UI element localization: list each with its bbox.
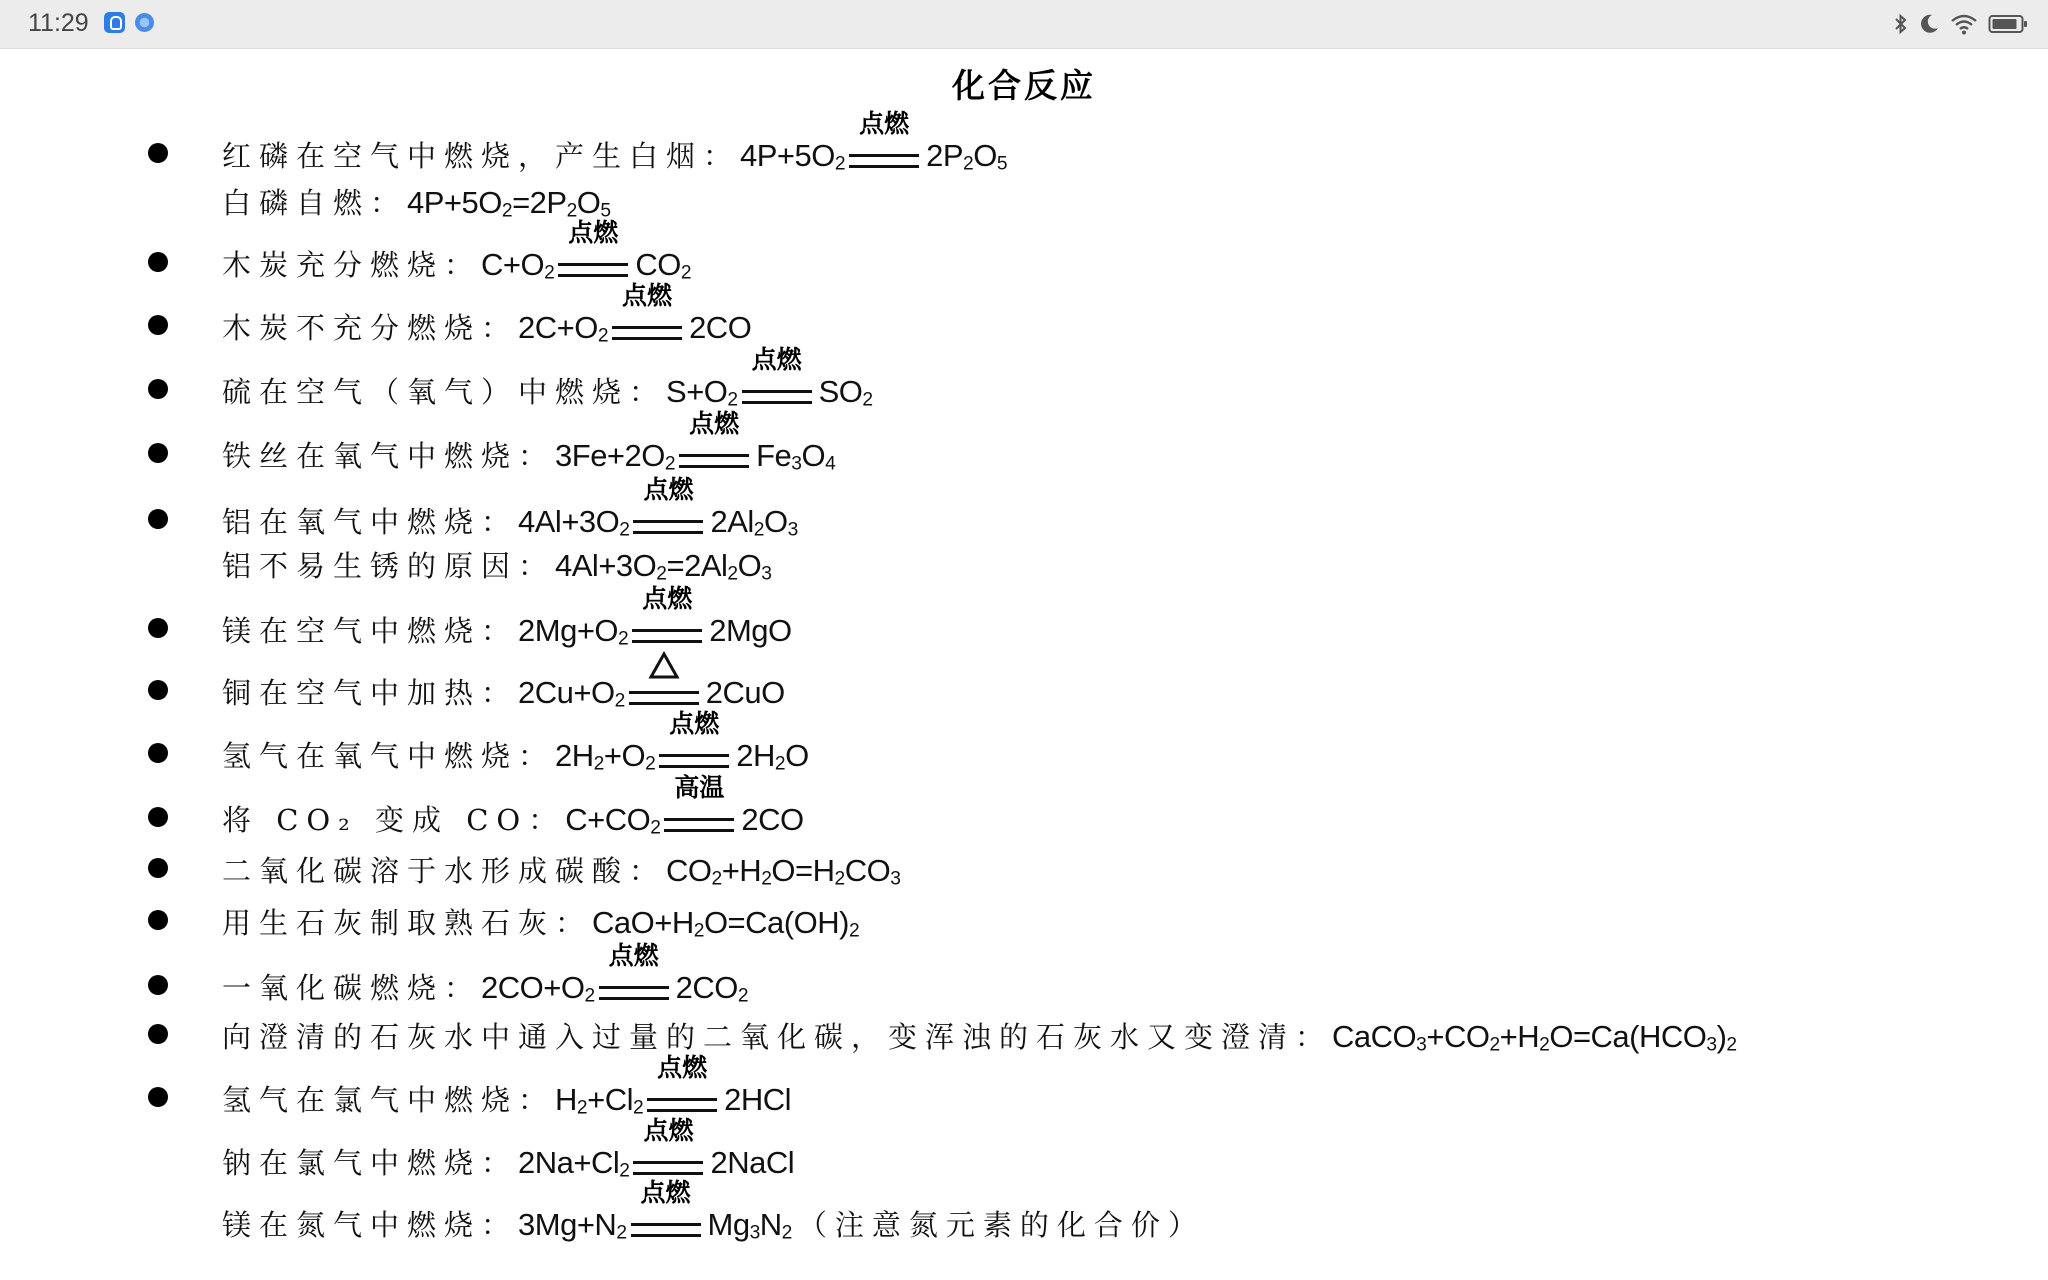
reaction-line [222,218,691,285]
reaction-condition: 点燃 [622,281,673,310]
formula-subscript: 5 [996,153,1007,175]
formula-subscript: 2 [753,519,764,541]
products-formula [706,673,785,713]
reaction-description: 铜在空气中加热： [222,676,519,710]
equals-sign [633,520,703,534]
formula-subscript: 2 [727,389,738,411]
formula-subscript: 2 [1539,1034,1550,1056]
reaction-line [222,1178,1205,1245]
formula-subscript: 4 [825,453,836,475]
reactants-formula [555,546,771,586]
formula-subscript: 2 [834,868,845,890]
reaction-description: 氢气在氯气中燃烧： [222,1083,556,1117]
bullet-point [148,143,168,163]
reaction-description: 铝在氧气中燃烧： [222,505,519,539]
reactants-formula [666,372,738,412]
formula-subscript: 2 [680,262,691,284]
battery-icon [1988,13,2028,35]
formula-part: 4Al+3O [518,504,620,539]
formula-part: 2C+O [518,310,598,345]
formula-part: O=Ca(HCO [1549,1019,1707,1054]
reaction-condition-sign [597,941,671,1008]
formula-subscript: 2 [619,1160,630,1182]
formula-part: 3Mg+N [518,1207,617,1242]
formula-part: +H [721,853,762,888]
equals-sign [742,390,812,404]
formula-part: Mg [707,1207,750,1242]
reaction-description: 钠在氯气中燃烧： [222,1146,519,1180]
reaction-condition: 点燃 [568,218,619,247]
formula-part: 2MgO [709,613,792,648]
reaction-line [222,109,1007,176]
bullet-point [148,975,168,995]
document-title: 化合反应 [952,66,1096,105]
reaction-line [222,773,804,840]
formula-part: C+CO [565,802,651,837]
products-formula [724,1080,791,1120]
bullet-point [148,1087,168,1107]
formula-part: O=Ca(OH) [703,905,849,940]
formula-subscript: 2 [664,453,676,475]
reaction-condition: 点燃 [640,1178,691,1207]
equals-sign [631,1223,701,1237]
formula-subscript: 2 [774,753,786,775]
reactants-formula [592,903,859,943]
formula-part: C+O [481,247,545,282]
formula-subscript: 2 [614,690,625,712]
formula-subscript: 2 [597,325,609,347]
reaction-condition-sign [556,218,630,285]
formula-part: =2P [512,185,567,220]
formula-subscript: 3 [890,868,901,890]
bullet-point [148,680,168,700]
reaction-description: 氢气在氧气中燃烧： [222,739,556,773]
reaction-condition-sign [677,409,751,476]
formula-subscript: 2 [1726,1034,1737,1056]
reaction-line [222,903,859,943]
formula-part: 3Fe+2O [555,438,665,473]
formula-subscript: 2 [963,153,974,175]
reactants-formula [481,245,554,285]
formula-subscript: 3 [1416,1034,1427,1056]
products-formula [819,372,873,412]
formula-part: O [785,738,809,773]
formula-part: 2CO [689,310,752,345]
formula-part: +H [1499,1019,1540,1054]
equals-sign [558,263,628,277]
equals-sign [664,818,734,832]
equals-sign [659,754,729,768]
moon-icon [1918,13,1940,35]
bullet-point [148,910,168,930]
formula-subscript: 2 [576,1097,588,1119]
reaction-line [222,475,798,542]
reaction-condition-sign [631,475,705,542]
products-formula [736,736,808,776]
products-formula [635,245,691,285]
products-formula [689,308,751,348]
reactants-formula [518,308,608,348]
formula-subscript: 2 [501,200,513,222]
formula-part: 4Al+3O [555,548,657,583]
formula-part: O [973,138,997,173]
formula-part: 2CO+O [481,970,585,1005]
products-formula [676,968,748,1008]
bluetooth-icon [1894,12,1908,36]
reaction-description: 木炭充分燃烧： [222,248,482,282]
reaction-note: （注意氮元素的化合价） [797,1208,1205,1242]
formula-subscript: 3 [749,1222,760,1244]
reaction-line [222,281,752,348]
reactants-formula [1332,1017,1737,1057]
formula-part: 2Mg+O [518,613,619,648]
formula-part: CO [844,853,891,888]
products-formula [709,611,791,651]
formula-part: 2CuO [705,675,785,710]
formula-part: 2P [926,138,963,173]
reactants-formula [565,800,660,840]
reaction-condition-sign [629,1178,703,1245]
formula-subscript: 2 [727,563,738,585]
formula-subscript: 2 [1489,1034,1500,1056]
products-formula [710,1143,794,1183]
reactants-formula [555,436,675,476]
bullet-point [148,743,168,763]
bullet-point [148,618,168,638]
bullet-point [148,315,168,335]
bullet-point [148,807,168,827]
reaction-condition: 点燃 [859,109,910,138]
reaction-description: 一氧化碳燃烧： [222,971,482,1005]
reactants-formula [481,968,595,1008]
formula-part: S+O [666,374,728,409]
formula-subscript: 2 [693,920,704,942]
reactants-formula [666,851,900,891]
reaction-condition: 点燃 [751,345,802,374]
formula-part: CaO+H [592,905,694,940]
formula-part: N [759,1207,782,1242]
reactants-formula [518,1143,629,1183]
reaction-line [222,546,771,586]
formula-subscript: 5 [600,200,611,222]
formula-part: CO [635,247,681,282]
reaction-description: 白磷自燃： [222,186,408,220]
reaction-line [222,409,836,476]
bullet-point [148,379,168,399]
reactants-formula [740,136,845,176]
formula-part: O [763,504,788,539]
formula-subscript: 2 [618,628,629,650]
formula-part: 4P+5O [407,185,502,220]
reaction-line [222,673,785,713]
reaction-condition-sign [662,773,736,840]
formula-subscript: 2 [544,262,555,284]
bullet-point [148,252,168,272]
reaction-condition-sign [657,709,731,776]
bullet-point [148,1024,168,1044]
formula-subscript: 2 [656,563,667,585]
bullet-point [148,443,168,463]
formula-part: 2Cu+O [518,675,615,710]
reaction-condition: 点燃 [608,941,659,970]
products-formula [926,136,1007,176]
formula-subscript: 2 [566,200,577,222]
formula-part: +O [603,738,646,773]
wifi-icon [1950,13,1978,35]
status-icons [1894,8,2028,40]
equals-sign [633,1161,703,1175]
formula-subscript: 2 [593,753,604,775]
formula-part: 2NaCl [710,1145,795,1180]
reaction-condition-sign [631,1116,705,1183]
status-bar [0,0,2048,49]
reaction-condition: 点燃 [643,1116,694,1145]
equals-sign [632,629,702,643]
reaction-condition: 高温 [674,773,725,802]
formula-subscript: 2 [632,1097,644,1119]
equals-sign [647,1098,717,1112]
reactants-formula [555,1080,643,1120]
formula-part: O=H [771,853,835,888]
reaction-description: 铝不易生锈的原因： [222,549,556,583]
formula-part: 2CO [741,802,804,837]
formula-part: O [801,438,826,473]
formula-part: 2HCl [724,1082,792,1117]
products-formula [710,502,797,542]
reactants-formula [518,611,628,651]
formula-part: 2Na+Cl [518,1145,620,1180]
formula-part: +CO [1426,1019,1490,1054]
reaction-description: 用生石灰制取熟石灰： [222,906,593,940]
formula-part: CaCO [1332,1019,1417,1054]
bullet-point [148,509,168,529]
formula-subscript: 2 [781,1222,792,1244]
products-formula [756,436,835,476]
formula-subscript: 2 [761,868,772,890]
reaction-description: 镁在空气中燃烧： [222,614,519,648]
reactants-formula [518,673,625,713]
equals-sign [599,986,669,1000]
equals-sign [612,326,682,340]
reaction-line [222,1116,795,1183]
reaction-condition: 点燃 [643,475,694,504]
bullet-point [148,858,168,878]
formula-subscript: 3 [787,519,798,541]
formula-subscript: 2 [584,985,595,1007]
formula-part: O [576,185,601,220]
reaction-line [222,709,809,776]
formula-part: 4P+5O [740,138,835,173]
formula-part: 2H [736,738,775,773]
formula-subscript: 2 [862,389,873,411]
formula-subscript: 3 [1706,1034,1717,1056]
app-notification-icon [104,12,125,33]
formula-part: 2Al [710,504,754,539]
reaction-line [222,584,792,651]
equals-sign [629,691,699,705]
reactants-formula [518,1205,626,1245]
reaction-line [222,1017,1737,1057]
reactants-formula [407,183,611,223]
reaction-description: 红磷在空气中燃烧，产生白烟： [222,139,741,173]
reaction-condition-sign [847,109,921,176]
reaction-description: 将 CO₂ 变成 CO： [222,803,566,837]
formula-subscript: 2 [834,153,846,175]
reaction-description: 硫在空气（氧气）中燃烧： [222,375,667,409]
formula-part: H [555,1082,577,1117]
equals-sign [849,154,919,168]
reaction-condition-sign [740,345,814,412]
reaction-description: 木炭不充分燃烧： [222,311,519,345]
formula-subscript: 2 [848,920,860,942]
reactants-formula [518,502,629,542]
reaction-line [222,183,611,223]
reaction-description: 二氧化碳溶于水形成碳酸： [222,854,667,888]
products-formula [741,800,803,840]
formula-part: Fe [756,438,792,473]
formula-part: ) [1716,1019,1727,1054]
reaction-condition-sign [645,1053,719,1120]
reaction-condition: 点燃 [689,409,740,438]
formula-subscript: 2 [711,868,722,890]
formula-subscript: 2 [737,985,749,1007]
reaction-condition: 点燃 [642,584,693,613]
reaction-condition: 点燃 [657,1053,708,1082]
products-formula [708,1205,792,1245]
reaction-line [222,345,873,412]
reaction-condition: 点燃 [669,709,720,738]
formula-subscript: 3 [791,453,802,475]
formula-subscript: 2 [650,817,661,839]
formula-part: 2H [555,738,594,773]
reaction-condition-sign [627,673,701,713]
formula-part: 2CO [675,970,738,1005]
reaction-description: 向澄清的石灰水中通入过量的二氧化碳，变浑浊的石灰水又变澄清： [222,1020,1333,1054]
formula-subscript: 2 [616,1222,627,1244]
status-time: 11:29 [28,9,89,37]
reactants-formula [555,736,655,776]
formula-part: =2Al [666,548,728,583]
formula-part: O [737,548,762,583]
reaction-line [222,1053,792,1120]
reaction-condition-sign [610,281,684,348]
equals-sign [679,454,749,468]
formula-part: +Cl [587,1082,633,1117]
reaction-condition-sign [630,584,704,651]
formula-part: CO [666,853,712,888]
reaction-line [222,941,749,1008]
formula-subscript: 3 [761,563,772,585]
formula-part: SO [818,374,863,409]
reaction-description: 镁在氮气中燃烧： [222,1208,519,1242]
formula-subscript: 2 [619,519,630,541]
formula-subscript: 2 [645,753,656,775]
browser-notification-icon [135,13,154,32]
reaction-description: 铁丝在氧气中燃烧： [222,439,556,473]
reaction-line [222,851,900,891]
